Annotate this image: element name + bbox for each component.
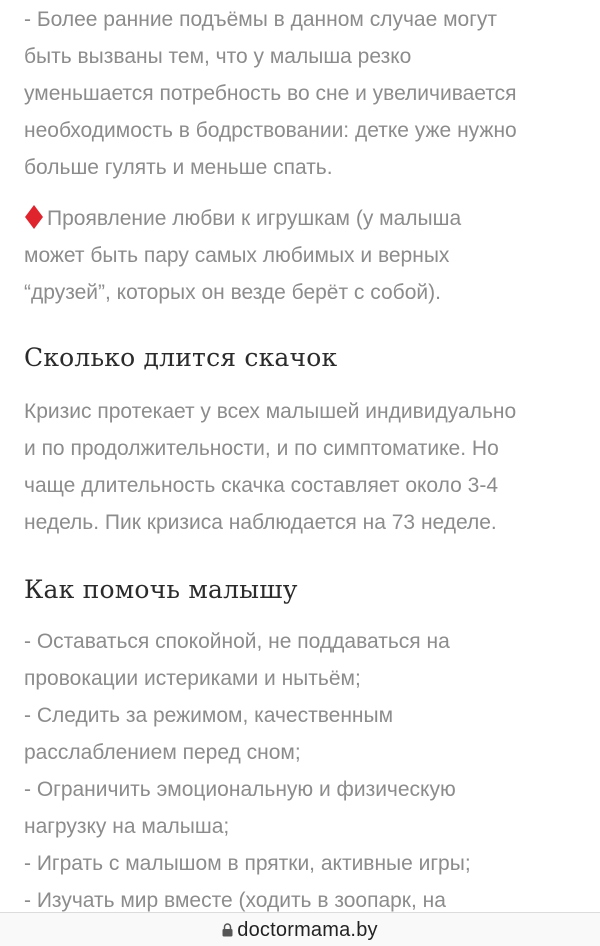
paragraph-early-wakeups <box>24 1 580 186</box>
text-line: может быть пару самых любимых и верных <box>24 244 450 267</box>
text-line: и по продолжительности, и по симптоматике. Но <box>24 437 499 460</box>
section-heading-duration: Сколько длится скачок <box>24 343 338 372</box>
text-line: расслаблением перед сном; <box>24 741 301 764</box>
text-line: нагрузку на малыша; <box>24 815 230 838</box>
text-line: необходимость в бодрствовании: детке уже нужно <box>24 119 517 142</box>
text-line: провокации истериками и нытьём; <box>24 667 361 690</box>
text-line: - Следить за режимом, качественным <box>24 704 394 727</box>
text-line: Проявление любви к игрушкам (у малыша <box>47 207 462 230</box>
paragraph-duration <box>24 393 580 541</box>
text-line: - Более ранние подъёмы в данном случае могут <box>24 8 497 31</box>
text-line: недель. Пик кризиса наблюдается на 73 неделе. <box>24 511 497 534</box>
text-line: больше гулять и меньше спать. <box>24 156 333 179</box>
site-domain[interactable]: doctormama.by <box>237 918 378 941</box>
text-line: “друзей”, которых он везде берёт с собой). <box>24 281 441 304</box>
lock-icon <box>222 923 233 937</box>
section-heading-how-to-help: Как помочь малышу <box>24 575 298 604</box>
text-line: уменьшается потребность во сне и увеличивается <box>24 82 517 105</box>
text-line: - Оставаться спокойной, не поддаваться на <box>24 630 450 653</box>
text-line: - Ограничить эмоциональную и физическую <box>24 778 456 801</box>
paragraph-toy-love <box>24 200 580 311</box>
article-content <box>24 0 584 912</box>
text-line: быть вызваны тем, что у малыша резко <box>24 45 412 68</box>
paragraph-how-to-help <box>24 623 580 912</box>
text-line: - Играть с малышом в прятки, активные игры; <box>24 852 471 875</box>
red-diamond-icon <box>24 204 44 230</box>
text-line: чаще длительность скачка составляет около 3-4 <box>24 474 498 497</box>
text-line: Кризис протекает у всех малышей индивидуально <box>24 400 517 423</box>
browser-address-bar[interactable] <box>0 912 600 946</box>
text-line-with-bullet <box>24 200 580 237</box>
text-line: - Изучать мир вместе (ходить в зоопарк, на <box>24 889 446 912</box>
